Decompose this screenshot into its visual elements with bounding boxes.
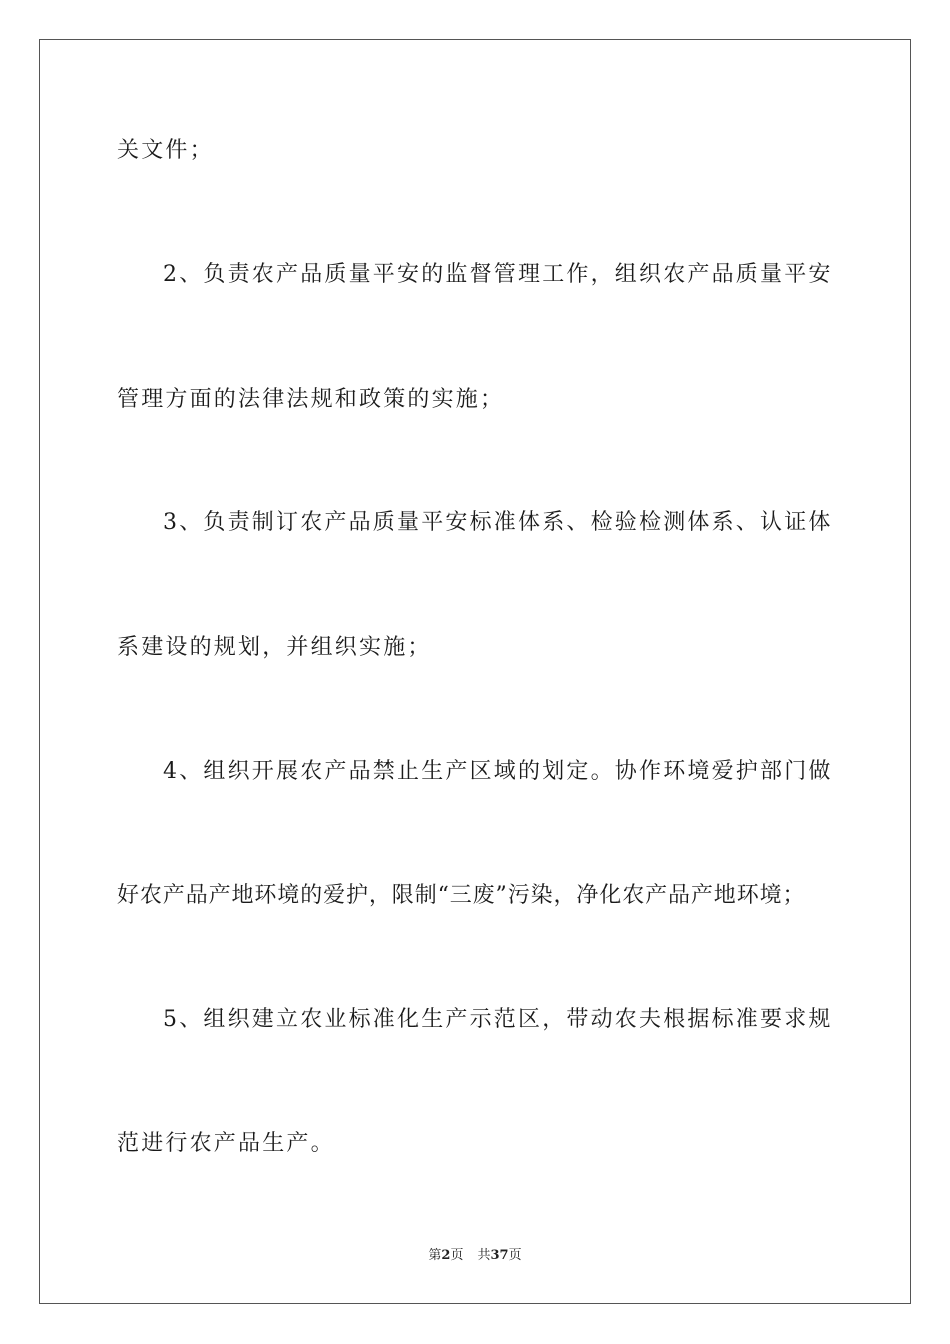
text-line-3: 管理方面的法律法规和政策的实施； [117, 387, 505, 412]
text-line-4: 3、负责制订农产品质量平安标准体系、检验检测体系、认证体 [163, 510, 833, 535]
page-number: 2 [441, 1248, 451, 1263]
total-prefix: 共 [477, 1248, 491, 1263]
text-line-8: 5、组织建立农业标准化生产示范区，带动农夫根据标准要求规 [163, 1007, 833, 1032]
page-prefix: 第 [428, 1248, 442, 1263]
page-suffix: 页 [450, 1248, 464, 1263]
total-pages: 37 [490, 1248, 509, 1263]
text-line-1: 关文件； [117, 138, 214, 163]
total-suffix: 页 [508, 1248, 522, 1263]
text-line-5: 系建设的规划，并组织实施； [117, 635, 432, 660]
text-line-6: 4、组织开展农产品禁止生产区域的划定。协作环境爱护部门做 [163, 759, 833, 784]
page-border [39, 39, 911, 1304]
text-line-9: 范进行农产品生产。 [117, 1131, 335, 1156]
text-line-2: 2、负责农产品质量平安的监督管理工作，组织农产品质量平安 [163, 262, 833, 287]
text-line-7: 好农产品产地环境的爱护，限制“三废”污染，净化农产品产地环境； [117, 883, 806, 908]
page-footer [0, 1247, 950, 1265]
